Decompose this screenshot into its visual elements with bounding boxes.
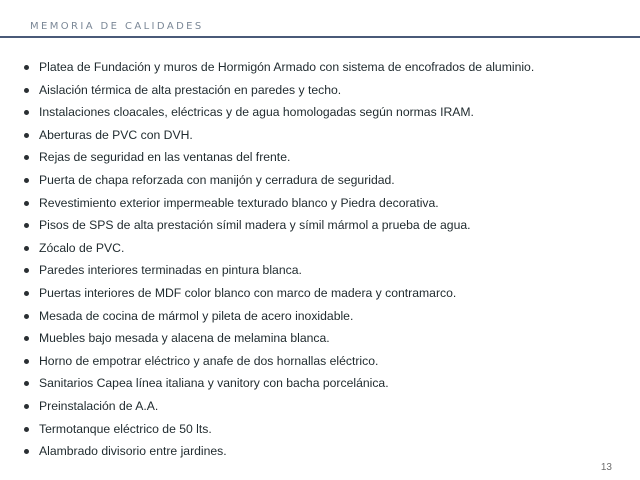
- list-item-text: Aberturas de PVC con DVH.: [39, 127, 193, 142]
- page-number: 13: [600, 462, 612, 473]
- bullet-icon: [24, 155, 29, 160]
- list-item-text: Preinstalación de A.A.: [39, 398, 159, 413]
- list-item-text: Puerta de chapa reforzada con manijón y cerradura de seguridad.: [39, 172, 395, 187]
- list-item-text: Aislación térmica de alta prestación en paredes y techo.: [39, 82, 342, 97]
- bullet-icon: [24, 65, 29, 70]
- bullet-icon: [24, 246, 29, 251]
- list-item: [24, 56, 624, 79]
- list-item-text: Muebles bajo mesada y alacena de melamina blanca.: [39, 331, 330, 346]
- list-item-text: Instalaciones cloacales, eléctricas y de agua homologadas según normas IRAM.: [39, 105, 474, 120]
- list-item: [24, 305, 624, 328]
- specifications-list: [24, 56, 624, 463]
- bullet-icon: [24, 88, 29, 93]
- bullet-icon: [24, 404, 29, 409]
- list-item-text: Rejas de seguridad en las ventanas del frente.: [39, 150, 291, 165]
- bullet-icon: [24, 268, 29, 273]
- list-item-text: Paredes interiores terminadas en pintura blanca.: [39, 263, 302, 278]
- bullet-icon: [24, 427, 29, 432]
- list-item: [24, 282, 624, 305]
- list-item: [24, 350, 624, 373]
- list-item-text: Platea de Fundación y muros de Hormigón Armado con sistema de encofrados de aluminio.: [39, 60, 535, 74]
- bullet-icon: [24, 359, 29, 364]
- list-item-text: Termotanque eléctrico de 50 lts.: [39, 421, 212, 436]
- list-item: [24, 440, 624, 463]
- list-item: [24, 169, 624, 192]
- list-item-text: Horno de empotrar eléctrico y anafe de dos hornallas eléctrico.: [39, 353, 379, 368]
- bullet-icon: [24, 381, 29, 386]
- list-item: [24, 418, 624, 441]
- bullet-icon: [24, 223, 29, 228]
- bullet-icon: [24, 178, 29, 183]
- list-item: [24, 101, 624, 124]
- list-item: [24, 372, 624, 395]
- list-item-text: Alambrado divisorio entre jardines.: [39, 444, 227, 459]
- bullet-icon: [24, 201, 29, 206]
- list-item-text: Pisos de SPS de alta prestación símil madera y símil mármol a prueba de agua.: [39, 218, 471, 233]
- list-item: [24, 192, 624, 215]
- list-item-text: Mesada de cocina de mármol y pileta de acero inoxidable.: [39, 308, 354, 323]
- header-band: [0, 0, 640, 38]
- page-title: MEMORIA DE CALIDADES: [30, 21, 204, 32]
- list-item: [24, 214, 624, 237]
- list-item-text: Revestimiento exterior impermeable texturado blanco y Piedra decorativa.: [39, 195, 439, 210]
- bullet-icon: [24, 291, 29, 296]
- bullet-icon: [24, 110, 29, 115]
- header-divider: [0, 36, 640, 38]
- list-item: [24, 124, 624, 147]
- list-item: [24, 79, 624, 102]
- list-item: [24, 327, 624, 350]
- bullet-icon: [24, 336, 29, 341]
- list-item: [24, 395, 624, 418]
- list-item: [24, 237, 624, 260]
- bullet-icon: [24, 449, 29, 454]
- list-item-text: Puertas interiores de MDF color blanco con marco de madera y contramarco.: [39, 285, 457, 300]
- list-item-text: Zócalo de PVC.: [39, 240, 125, 255]
- list-item: [24, 259, 624, 282]
- bullet-icon: [24, 314, 29, 319]
- list-item-text: Sanitarios Capea línea italiana y vanitory con bacha porcelánica.: [39, 376, 389, 391]
- bullet-icon: [24, 133, 29, 138]
- list-item: [24, 146, 624, 169]
